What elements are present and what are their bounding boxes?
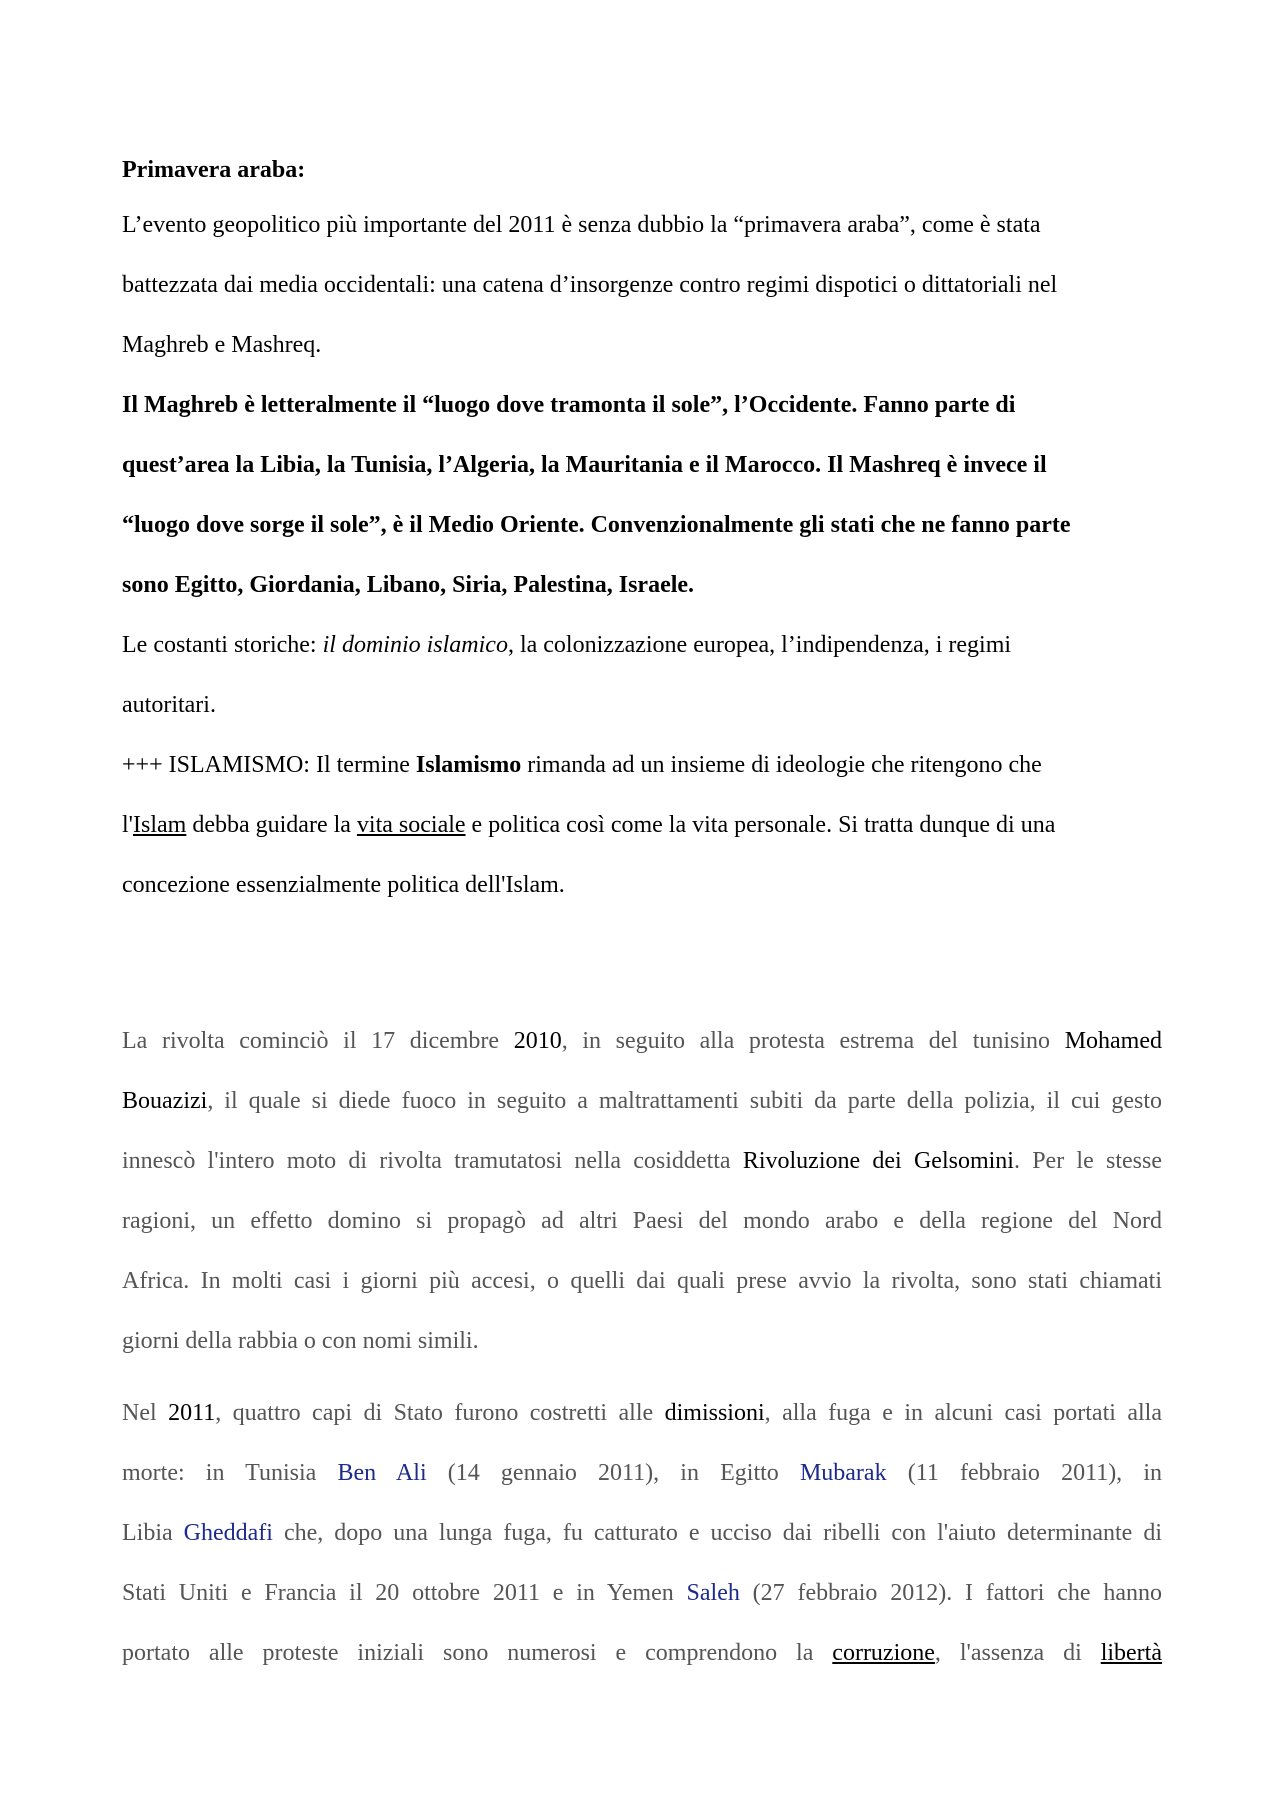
islamismo-line-2	[122, 795, 1162, 855]
rivolta-line-6: giorni della rabbia o con nomi simili.	[122, 1328, 479, 1354]
nel2011-l2-c: (14 gennaio 2011), in Egitto	[426, 1460, 800, 1486]
islamismo-l2-c: e politica così come la vita personale. Si tratta dunque di una	[465, 812, 1056, 838]
nel2011-line-4	[122, 1563, 1162, 1623]
section-gap	[122, 915, 1162, 1011]
rivolta-line-1	[122, 1011, 1162, 1071]
rivolta-l3-c: . Per le stesse	[1013, 1148, 1162, 1174]
nel2011-line-5	[122, 1623, 1162, 1683]
islamismo-l2-b: debba guidare la	[186, 812, 357, 838]
nel2011-l1-e: , alla fuga e in alcuni casi portati alla	[764, 1400, 1162, 1426]
rivolta-l1-a: La rivolta cominciò il 17 dicembre	[122, 1028, 514, 1054]
intro-line-3: Maghreb e Mashreq.	[122, 332, 322, 358]
bold-line-2: quest’area la Libia, la Tunisia, l’Algeria, la Mauritania e il Marocco. Il Mashreq è invece il	[122, 452, 1047, 478]
rivoluzione-gelsomini-link[interactable]: Rivoluzione dei Gelsomini	[742, 1148, 1014, 1174]
maghreb-mashreq-paragraph	[122, 375, 1162, 615]
nel2011-line-3	[122, 1503, 1162, 1563]
nel2011-paragraph	[122, 1383, 1162, 1683]
nel2011-l1-c: , quattro capi di Stato furono costretti alle	[215, 1400, 665, 1426]
islamismo-l2-a: l'	[122, 812, 133, 838]
corruzione-link[interactable]: corruzione	[832, 1640, 935, 1666]
intro-paragraph	[122, 195, 1162, 375]
nel2011-l2-a: morte: in Tunisia	[122, 1460, 338, 1486]
rivolta-line-2	[122, 1071, 1162, 1131]
rivolta-line-4: ragioni, un effetto domino si propagò ad altri Paesi del mondo arabo e della regione del Nord	[122, 1208, 1162, 1234]
nel2011-l5-c: , l'assenza di	[934, 1640, 1101, 1666]
islamismo-paragraph	[122, 735, 1162, 915]
nel2011-l4-c: (27 febbraio 2012). I fattori che hanno	[739, 1580, 1162, 1606]
vita-sociale-link[interactable]: vita sociale	[356, 812, 466, 838]
rivolta-line-5: Africa. In molti casi i giorni più accesi, o quelli dai quali prese avvio la rivolta, sono stati chiamati	[122, 1268, 1162, 1294]
costanti-prefix: Le costanti storiche:	[122, 632, 323, 658]
rivolta-l1-c: , in seguito alla protesta estrema del tunisino	[561, 1028, 1065, 1054]
rivolta-paragraph	[122, 1011, 1162, 1371]
costanti-line-1	[122, 615, 1162, 675]
ben-ali-link[interactable]: Ben Ali	[337, 1460, 427, 1486]
paragraph-gap	[122, 1371, 1162, 1383]
bold-line-4: sono Egitto, Giordania, Libano, Siria, Palestina, Israele.	[122, 572, 695, 598]
islamismo-line-3: concezione essenzialmente politica dell'Islam.	[122, 872, 565, 898]
costanti-suffix: , la colonizzazione europea, l’indipendenza, i regimi	[507, 632, 1012, 658]
intro-line-1: L’evento geopolitico più importante del 2011 è senza dubbio la “primavera araba”, come è stata	[122, 212, 1041, 238]
liberta-link[interactable]: libertà	[1100, 1640, 1162, 1666]
islamismo-line-1	[122, 735, 1162, 795]
intro-line-2: battezzata dai media occidentali: una catena d’insorgenze contro regimi dispotici o dittatoriali nel	[122, 272, 1058, 298]
islamismo-suffix: rimanda ad un insieme di ideologie che ritengono che	[521, 752, 1042, 778]
rivolta-l3-a: innescò l'intero moto di rivolta tramutatosi nella cosiddetta	[122, 1148, 743, 1174]
bold-line-3: “luogo dove sorge il sole”, è il Medio Oriente. Convenzionalmente gli stati che ne fanno parte	[122, 512, 1071, 538]
nel2011-line-1	[122, 1383, 1162, 1443]
costanti-paragraph	[122, 615, 1162, 735]
document-heading	[122, 145, 1162, 195]
islam-link[interactable]: Islam	[133, 812, 187, 838]
rivolta-l2-b: , il quale si diede fuoco in seguito a maltrattamenti subiti da parte della polizia, il cui gesto	[207, 1088, 1162, 1114]
mubarak-link[interactable]: Mubarak	[799, 1460, 887, 1486]
nel2011-l1-a: Nel	[122, 1400, 169, 1426]
saleh-link[interactable]: Saleh	[686, 1580, 740, 1606]
nel2011-l2-e: (11 febbraio 2011), in	[886, 1460, 1162, 1486]
heading-text: Primavera araba:	[122, 157, 306, 183]
costanti-line-2: autoritari.	[122, 692, 216, 718]
nel2011-line-2	[122, 1443, 1162, 1503]
document-page	[122, 145, 1162, 1683]
year-2011-link[interactable]: 2011	[168, 1400, 216, 1426]
islamismo-term: Islamismo	[415, 752, 522, 778]
dimissioni-link[interactable]: dimissioni	[664, 1400, 765, 1426]
bouazizi-link-part1[interactable]: Mohamed	[1064, 1028, 1162, 1054]
nel2011-l5-a: portato alle proteste iniziali sono numerosi e comprendono la	[122, 1640, 833, 1666]
nel2011-l3-a: Libia	[122, 1520, 184, 1546]
costanti-italic: il dominio islamico	[322, 632, 508, 658]
nel2011-l3-c: che, dopo una lunga fuga, fu catturato e ucciso dai ribelli con l'aiuto determinante di	[272, 1520, 1162, 1546]
bold-line-1: Il Maghreb è letteralmente il “luogo dove tramonta il sole”, l’Occidente. Fanno parte di	[122, 392, 1016, 418]
islamismo-prefix: +++ ISLAMISMO: Il termine	[122, 752, 416, 778]
rivolta-line-3	[122, 1131, 1162, 1191]
nel2011-l4-a: Stati Uniti e Francia il 20 ottobre 2011 e in Yemen	[122, 1580, 687, 1606]
year-2010-link[interactable]: 2010	[513, 1028, 562, 1054]
gheddafi-link[interactable]: Gheddafi	[183, 1520, 273, 1546]
bouazizi-link-part2[interactable]: Bouazizi	[122, 1088, 208, 1114]
